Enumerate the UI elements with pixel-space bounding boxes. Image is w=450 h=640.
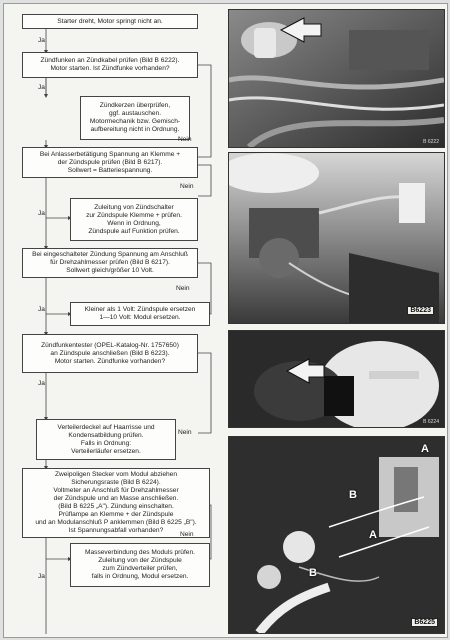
label-ja-3: Ja <box>38 210 45 217</box>
label-nein-1: Nein <box>178 136 192 143</box>
marker-a-lower: A <box>369 529 377 541</box>
photo-b6224-image <box>229 331 444 427</box>
step-module-ground: Masseverbindung des Moduls prüfen. Zuleitung von der Zündspule zum Zündverteiler prüfen, falls in Ordnung, Modul ersetzen. <box>70 543 210 587</box>
label-ja-5: Ja <box>38 380 45 387</box>
label-ja-2: Ja <box>38 84 45 91</box>
marker-b-lower: B <box>309 567 317 579</box>
label-ja-6: Ja <box>38 573 45 580</box>
photo-b6224 <box>228 330 445 428</box>
step-tacho-voltage: Bei eingeschalteter Zündung Spannung am Anschluß für Drehzahlmesser prüfen (Bild B 6217). Sollwert gleich/größer 10 Volt. <box>22 248 198 278</box>
photo-b6222-image <box>229 10 444 147</box>
marker-a-top: A <box>421 443 429 455</box>
photo-b6222-ref: B 6222 <box>423 139 439 145</box>
photo-b6225 <box>228 436 445 634</box>
label-nein-5: Nein <box>180 531 194 538</box>
marker-b-top: B <box>349 489 357 501</box>
step-module-plug: Zweipoligen Stecker vom Modul abziehen Sicherungsraste (Bild B 6224). Voltmeter an Anschluß für Drehzahlmesser der Zündspule und an Masse anschließen. (Bild B 6225 „A"). Zündung einschalten. Prüflampe an Klemme + der Zündspule und an Modulanschluß P anklemmen (Bild B 6225 „B"). Ist Spannungsabfall vorhanden? <box>22 468 210 538</box>
label-ja-4: Ja <box>38 306 45 313</box>
step-start: Starter dreht, Motor springt nicht an. <box>22 14 198 29</box>
photo-b6223-image <box>229 153 444 323</box>
step-spark-plugs: Zündkerzen überprüfen, ggf. austauschen. Motormechanik bzw. Gemisch- aufbereitung nicht in Ordnung. <box>80 96 190 140</box>
step-voltage-coil: Bei Anlasserbetätigung Spannung an Klemme + der Zündspule prüfen (Bild B 6217). Sollwert = Batteriespannung. <box>22 147 198 178</box>
photo-b6225-ref: B6225 <box>411 618 438 627</box>
photo-b6225-image <box>229 437 444 633</box>
photo-b6222 <box>228 9 445 148</box>
step-spark-tester: Zündfunkentester (OPEL-Katalog-Nr. 1757650) an Zündspule anschließen (Bild B 6223). Motor starten. Zündfunke vorhanden? <box>22 334 198 373</box>
label-nein-4: Nein <box>178 429 192 436</box>
label-nein-3: Nein <box>176 285 190 292</box>
photo-b6224-ref: B 6224 <box>423 419 439 425</box>
label-nein-2: Nein <box>180 183 194 190</box>
step-coil-module: Kleiner als 1 Volt: Zündspule ersetzen 1—10 Volt: Modul ersetzen. <box>70 302 210 326</box>
photo-b6223 <box>228 152 445 324</box>
step-check-spark: Zündfunken an Zündkabel prüfen (Bild B 6222). Motor starten. Ist Zündfunke vorhanden? <box>22 52 198 78</box>
step-check-lead: Zuleitung von Zündschalter zur Zündspule Klemme + prüfen. Wenn in Ordnung, Zündspule auf Funktion prüfen. <box>70 198 198 241</box>
photo-b6223-ref: B6223 <box>407 306 434 315</box>
label-ja-1: Ja <box>38 37 45 44</box>
step-distributor-cap: Verteilerdeckel auf Haarrisse und Kondensatbildung prüfen. Falls in Ordnung: Verteilerläufer ersetzen. <box>36 419 176 460</box>
